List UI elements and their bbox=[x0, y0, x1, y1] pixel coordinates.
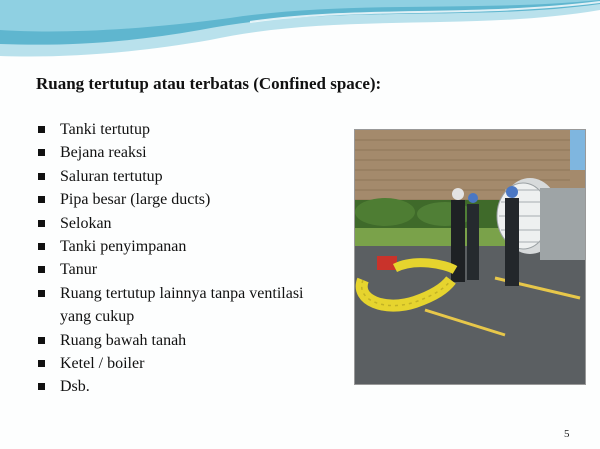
bullet-icon bbox=[38, 383, 45, 390]
list-item-text: Ruang tertutup lainnya tanpa ventilasi yang cukup bbox=[60, 284, 304, 326]
list-item-text: Tanur bbox=[60, 261, 98, 279]
bullet-icon bbox=[38, 243, 45, 250]
bullet-icon bbox=[38, 290, 45, 297]
bullet-icon bbox=[38, 196, 45, 203]
list-item-text: Tanki penyimpanan bbox=[60, 238, 187, 256]
bullet-icon bbox=[38, 360, 45, 367]
list-item bbox=[36, 212, 336, 235]
list-item-text: Bejana reaksi bbox=[60, 144, 147, 162]
list-item bbox=[36, 375, 336, 398]
list-item bbox=[36, 258, 336, 281]
list-item-text: Pipa besar (large ducts) bbox=[60, 191, 211, 209]
list-item-text: Saluran tertutup bbox=[60, 167, 163, 185]
list-item-text: Dsb. bbox=[60, 378, 90, 396]
bullet-icon bbox=[38, 220, 45, 227]
list-item bbox=[36, 235, 336, 258]
list-item-text: Ketel / boiler bbox=[60, 355, 145, 373]
list-item bbox=[36, 188, 336, 211]
slide-title: Ruang tertutup atau terbatas (Confined space): bbox=[36, 74, 382, 93]
bullet-icon bbox=[38, 266, 45, 273]
bullet-list bbox=[36, 118, 336, 399]
list-item bbox=[36, 352, 336, 375]
list-item bbox=[36, 118, 336, 141]
list-item-text: Ruang bawah tanah bbox=[60, 331, 187, 349]
list-item bbox=[36, 282, 336, 329]
header-wave-decoration bbox=[0, 0, 600, 60]
bullet-icon bbox=[38, 149, 45, 156]
list-item bbox=[36, 165, 336, 188]
bullet-icon bbox=[38, 337, 45, 344]
page-number: 5 bbox=[564, 428, 570, 440]
bullet-icon bbox=[38, 173, 45, 180]
photo-illustration bbox=[355, 130, 585, 384]
list-item-text: Tanki tertutup bbox=[60, 121, 150, 138]
bullet-icon bbox=[38, 126, 45, 133]
confined-space-photo bbox=[354, 129, 586, 385]
list-item-text: Selokan bbox=[60, 214, 112, 232]
list-item bbox=[36, 329, 336, 352]
list-item bbox=[36, 141, 336, 164]
